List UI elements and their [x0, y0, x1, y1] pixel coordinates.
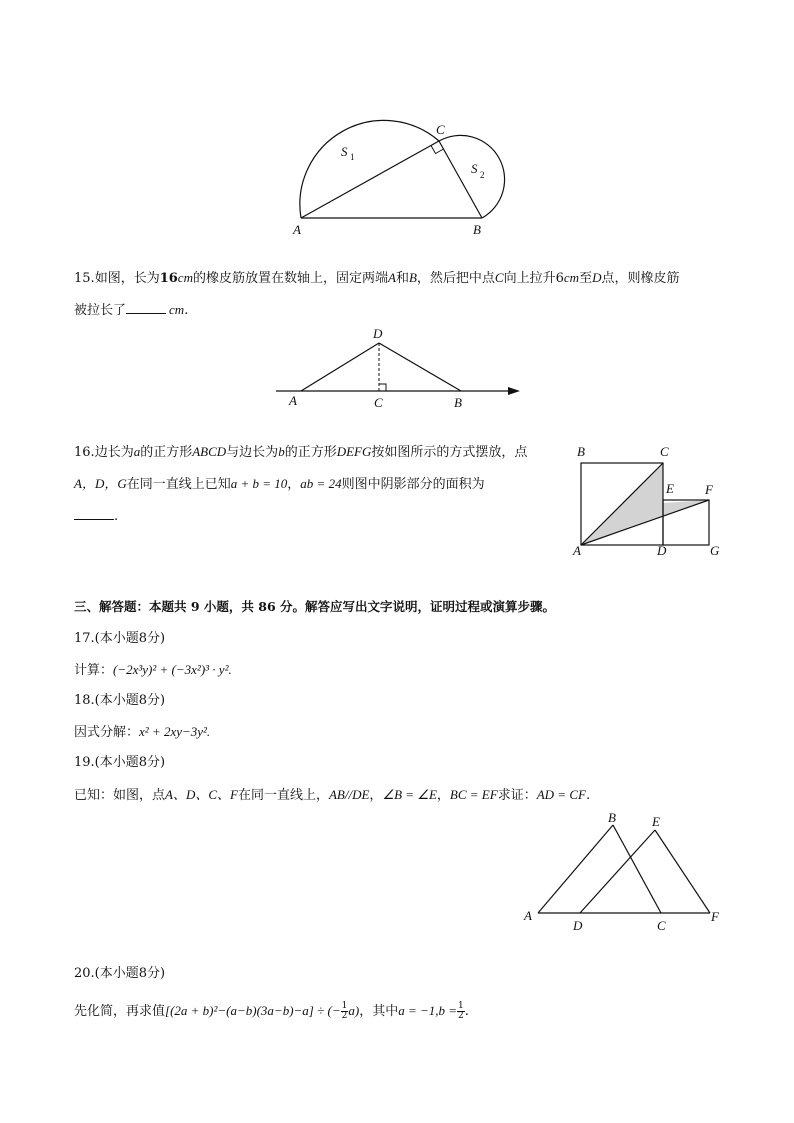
- segment-ef: [655, 830, 710, 913]
- right-angle-mark: [379, 384, 386, 391]
- semicircle-s1: [300, 120, 439, 218]
- section-3-title: 三、解答题：本题共 9 小题，共 86 分。解答应写出文字说明，证明过程或演算步骤。: [74, 599, 556, 614]
- arrow-head: [508, 387, 520, 395]
- label-a: A: [573, 543, 581, 558]
- label-g: G: [710, 543, 720, 558]
- label-c: C: [374, 395, 383, 410]
- label-d: D: [373, 326, 383, 341]
- q16-line1: 16.边长为a的正方形ABCD与边长为b的正方形DEFG按如图所示的方式摆放，点: [74, 444, 528, 460]
- q17-header: 17.(本小题8分): [74, 631, 166, 646]
- label-d: D: [657, 543, 667, 558]
- q18-header: 18.(本小题8分): [74, 693, 166, 708]
- label-e: E: [652, 814, 660, 829]
- segment-de: [580, 830, 655, 913]
- fraction-one-half: $\frac{1}{2}$: [458, 1001, 464, 1021]
- label-a: A: [289, 393, 297, 408]
- segment-ab: [538, 825, 613, 913]
- label-d: D: [573, 918, 583, 933]
- label-c: C: [657, 918, 666, 933]
- label-s2: S: [471, 161, 478, 176]
- segment-ad: [301, 343, 379, 391]
- label-b: B: [577, 444, 585, 459]
- q16-line2: A，D，G在同一直线上已知a + b = 10，ab = 24则图中阴影部分的面积为: [74, 476, 485, 492]
- question-number: 15.: [74, 271, 95, 286]
- q19-figure: [518, 808, 728, 936]
- label-c: C: [436, 122, 445, 137]
- label-e: E: [666, 481, 674, 496]
- segment-db: [379, 343, 461, 391]
- answer-blank[interactable]: [74, 507, 114, 520]
- q15-line2: 被拉长了 cm.: [74, 302, 189, 318]
- q20-body: 先化简，再求值[(2a + b)²−(a−b)(3a−b)−a] ÷ (− $\frac{1}{2}$ a)，其中a = −1,b = $\frac{1}{2}$ .: [74, 1001, 469, 1021]
- q15-line1: 15.如图，长为16cm的橡皮筋放置在数轴上，固定两端A和B，然后把中点C向上拉升6cm至D点，则橡皮筋: [74, 270, 680, 286]
- q19-body: 已知：如图，点A、D、C、F在同一直线上，AB//DE，∠B = ∠E，BC = EF求证：AD = CF.: [74, 787, 591, 803]
- q17-body: 计算：(−2x³y)² + (−3x²)³ · y².: [74, 662, 232, 678]
- label-s2-sub: 2: [480, 170, 485, 180]
- label-b: B: [473, 222, 481, 237]
- q16-figure: [570, 440, 730, 560]
- label-f: F: [705, 482, 713, 497]
- label-f: F: [711, 909, 719, 924]
- label-a: A: [293, 222, 301, 237]
- label-s1: S: [341, 144, 348, 159]
- fraction-one-half: $\frac{1}{2}$: [341, 1001, 348, 1021]
- label-s1-sub: 1: [350, 152, 355, 162]
- q16-line3: .: [74, 507, 118, 526]
- answer-blank[interactable]: [126, 301, 166, 314]
- question-number: 16.: [74, 445, 95, 460]
- q18-body: 因式分解：x² + 2xy−3y².: [74, 724, 211, 740]
- label-a: A: [524, 908, 532, 923]
- label-b: B: [454, 395, 462, 410]
- label-b: B: [608, 810, 616, 825]
- q19-header: 19.(本小题8分): [74, 755, 166, 770]
- q14-figure: [280, 88, 530, 240]
- label-c: C: [660, 444, 669, 459]
- semicircle-s2: [439, 135, 505, 218]
- q15-figure: [270, 326, 530, 412]
- segment-cb: [439, 141, 482, 218]
- q20-header: 20.(本小题8分): [74, 966, 166, 981]
- segment-ac: [301, 141, 439, 218]
